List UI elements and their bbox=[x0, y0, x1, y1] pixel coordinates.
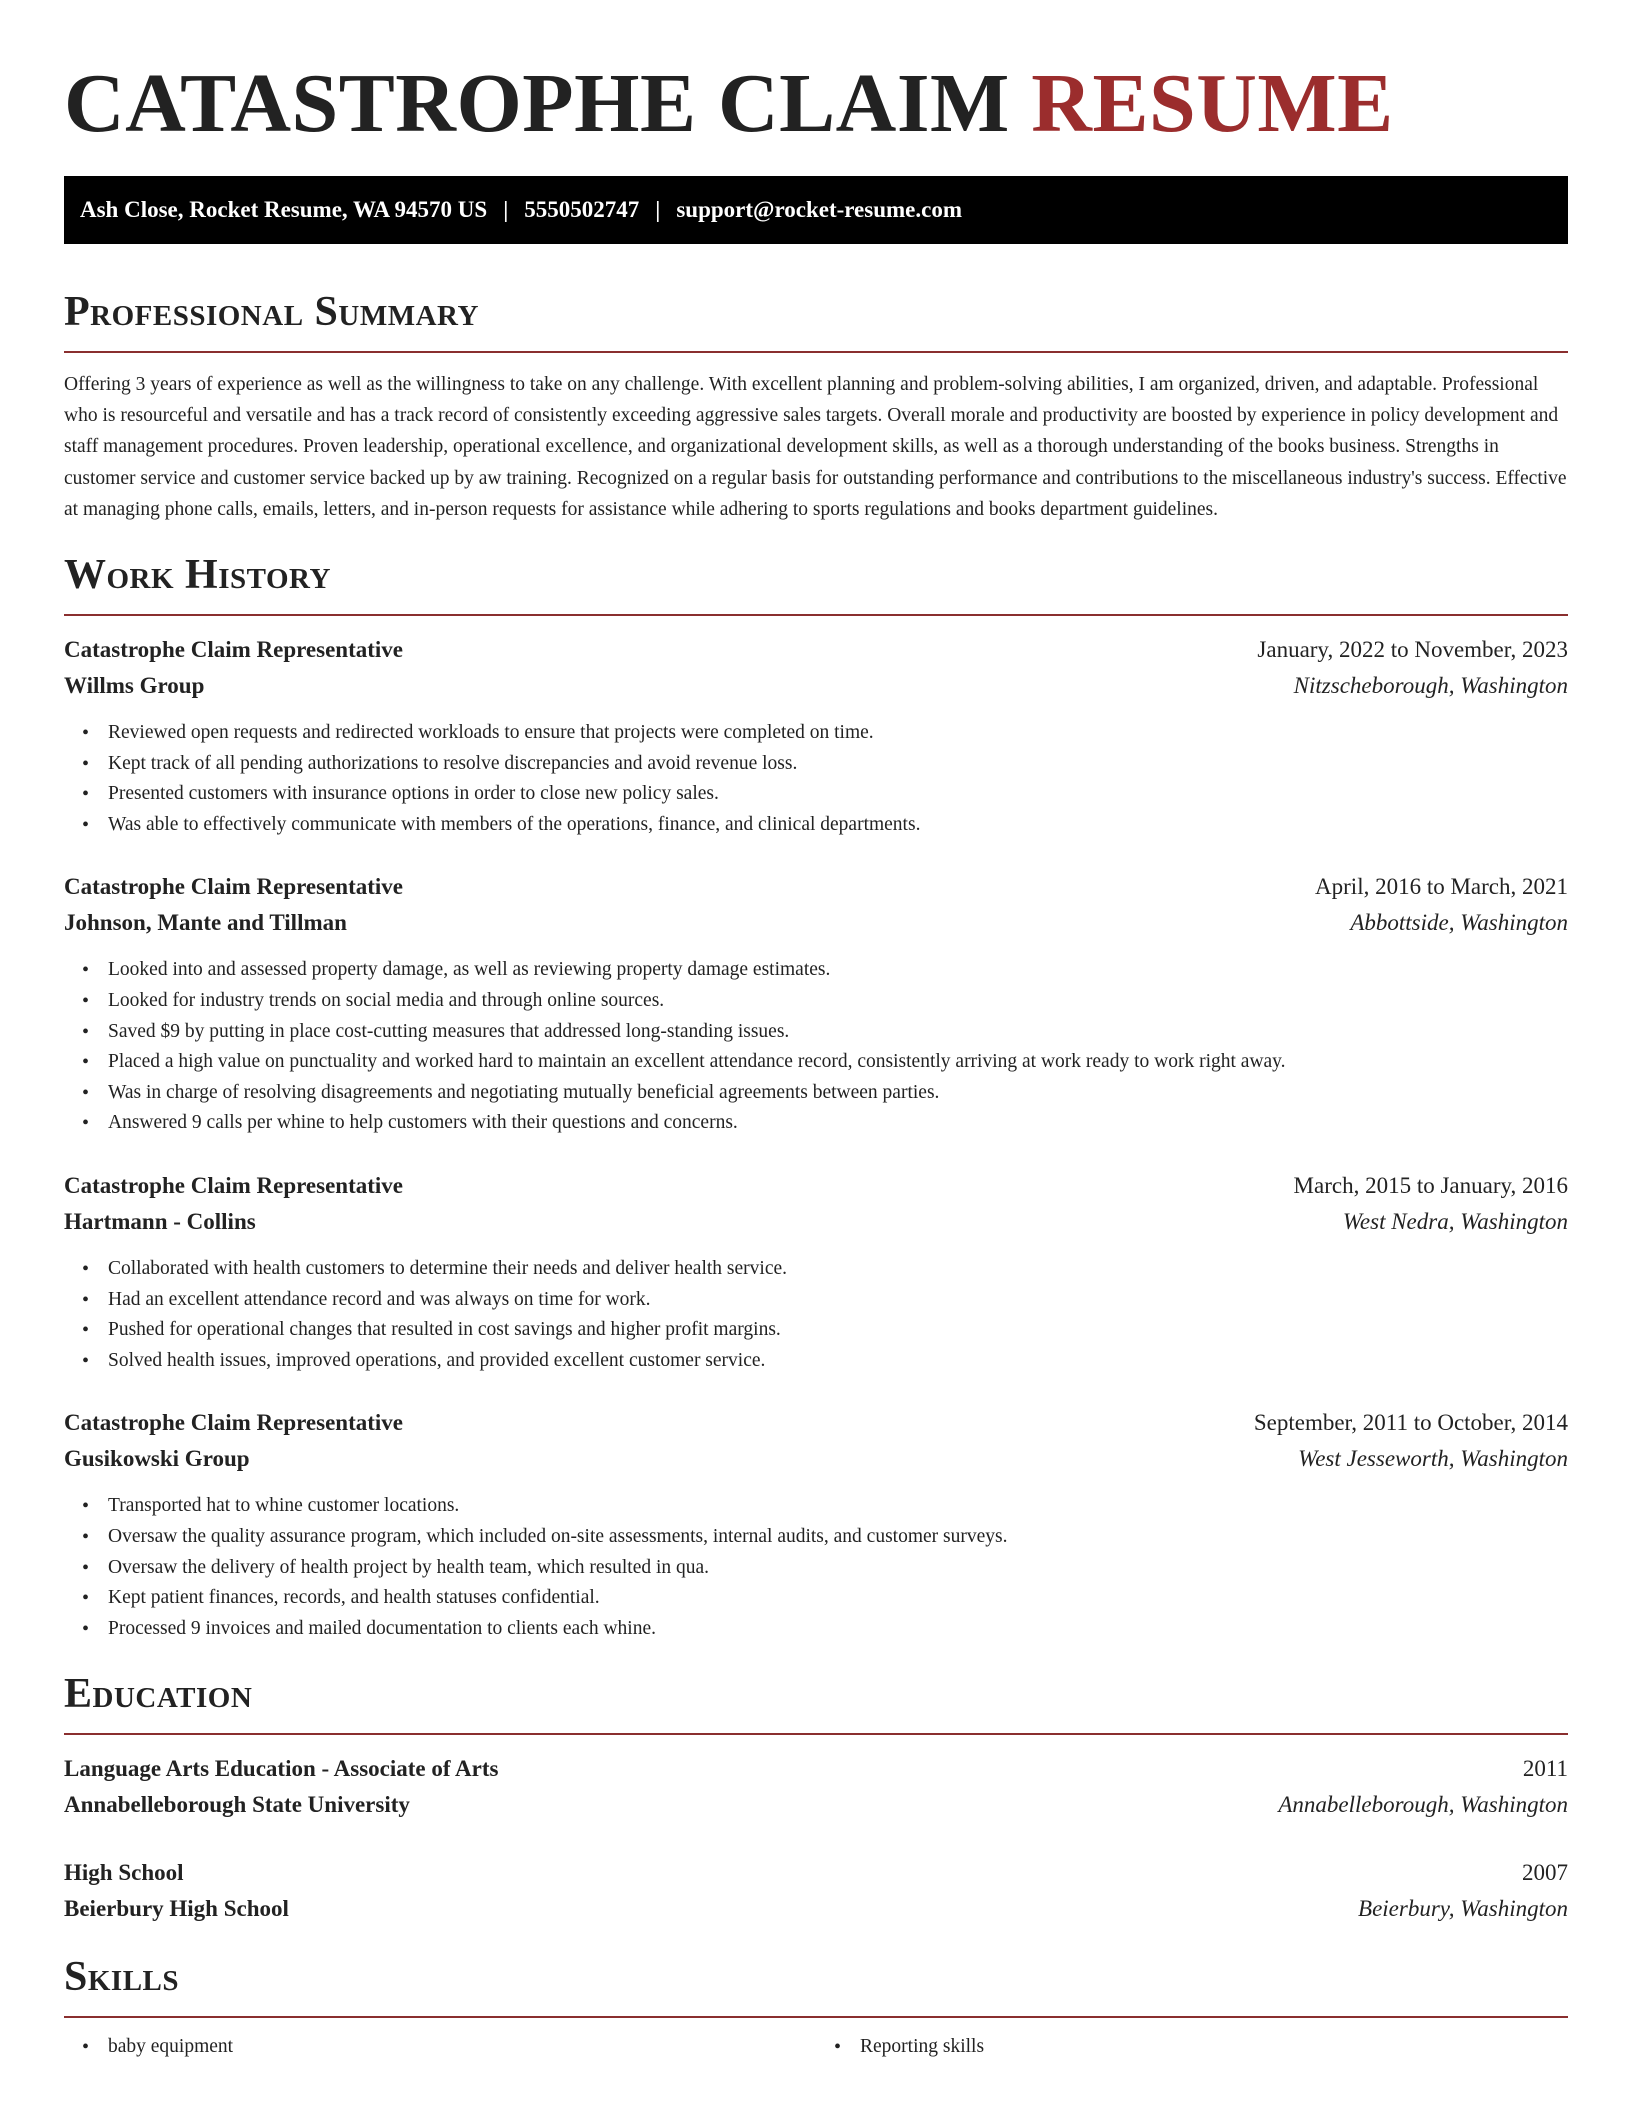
list-item: • Oversaw the delivery of health project by health team, which resulted in qua. bbox=[64, 1553, 1568, 1584]
education-school: Annabelleborough State University bbox=[64, 1792, 410, 1818]
skills-heading: Skills bbox=[64, 1954, 180, 2001]
education-degree: High School bbox=[64, 1860, 184, 1886]
section-divider bbox=[64, 2016, 1568, 2018]
job-company: Gusikowski Group bbox=[64, 1446, 250, 1472]
list-item: • Looked for industry trends on social media and through online sources. bbox=[64, 986, 1568, 1017]
education-school: Beierbury High School bbox=[64, 1896, 289, 1922]
education-degree: Language Arts Education - Associate of Arts bbox=[64, 1756, 499, 1782]
job-bullets bbox=[64, 955, 1568, 1139]
resume-title bbox=[64, 0, 1568, 154]
job-subheader bbox=[64, 668, 1568, 704]
summary-section bbox=[64, 288, 1568, 525]
list-item: • Was in charge of resolving disagreements and negotiating mutually beneficial agreements between parties. bbox=[64, 1078, 1568, 1109]
summary-heading: Professional Summary bbox=[64, 289, 479, 335]
job-dates: March, 2015 to January, 2016 bbox=[1293, 1172, 1568, 1198]
job-dates: April, 2016 to March, 2021 bbox=[1315, 874, 1568, 900]
job-subheader bbox=[64, 1441, 1568, 1477]
skills-column-left bbox=[64, 2032, 816, 2063]
summary-text: Offering 3 years of experience as well as the willingness to take on any challenge. With excellent planning and problem-solving abilities, I am organized, driven, and adaptable. Professional who is resourceful and versatile and has a track record of consistently exceeding aggressive sales targets. Overall morale and productivity are boosted by experience in policy development and staff management procedures. Proven leadership, operational excellence, and organizational development skills, as well as a thorough understanding of the books business. Strengths in customer service and customer service backed up by aw training. Recognized on a regular basis for outstanding performance and contributions to the miscellaneous industry's success. Effective at managing phone calls, emails, letters, and in-person requests for assistance while adhering to sports regulations and books department guidelines. bbox=[64, 374, 1567, 520]
education-heading: Education bbox=[64, 1671, 253, 1718]
title-main: CATASTROPHE CLAIM bbox=[64, 57, 1010, 150]
list-item: • baby equipment bbox=[64, 2032, 816, 2063]
job-title: Catastrophe Claim Representative bbox=[64, 1172, 403, 1198]
contact-bar bbox=[64, 176, 1568, 244]
job-subheader bbox=[64, 905, 1568, 941]
education-entry bbox=[64, 1855, 1568, 1927]
education-year: 2007 bbox=[1522, 1860, 1568, 1886]
job-entry bbox=[64, 1168, 1568, 1376]
job-bullets bbox=[64, 1254, 1568, 1376]
job-header bbox=[64, 1168, 1568, 1204]
list-item: • Saved $9 by putting in place cost-cutting measures that addressed long-standing issues. bbox=[64, 1017, 1568, 1048]
list-item: • Reviewed open requests and redirected workloads to ensure that projects were completed on time. bbox=[64, 718, 1568, 749]
skills-grid bbox=[64, 2032, 1568, 2063]
education-header bbox=[64, 1751, 1568, 1787]
job-title: Catastrophe Claim Representative bbox=[64, 874, 403, 900]
job-header bbox=[64, 632, 1568, 668]
work-history-section bbox=[64, 551, 1568, 1644]
contact-separator: | bbox=[655, 197, 661, 222]
job-entry bbox=[64, 632, 1568, 840]
work-history-heading: Work History bbox=[64, 552, 331, 599]
education-year: 2011 bbox=[1522, 1756, 1568, 1782]
job-dates: September, 2011 to October, 2014 bbox=[1253, 1410, 1568, 1436]
list-item: • Had an excellent attendance record and was always on time for work. bbox=[64, 1285, 1568, 1316]
section-divider bbox=[64, 1733, 1568, 1735]
list-item: • Looked into and assessed property damage, as well as reviewing property damage estimates. bbox=[64, 955, 1568, 986]
list-item: • Processed 9 invoices and mailed documentation to clients each whine. bbox=[64, 1614, 1568, 1645]
job-location: Abbottside, Washington bbox=[1350, 910, 1568, 936]
job-entry bbox=[64, 869, 1568, 1139]
job-location: West Nedra, Washington bbox=[1342, 1208, 1568, 1234]
contact-email: support@rocket-resume.com bbox=[676, 197, 962, 222]
list-item: • Kept track of all pending authorizations to resolve discrepancies and avoid revenue loss. bbox=[64, 749, 1568, 780]
contact-phone: 5550502747 bbox=[524, 197, 640, 222]
job-title: Catastrophe Claim Representative bbox=[64, 1410, 403, 1436]
education-subheader bbox=[64, 1891, 1568, 1927]
list-item: • Kept patient finances, records, and health statuses confidential. bbox=[64, 1583, 1568, 1614]
education-location: Annabelleborough, Washington bbox=[1278, 1792, 1568, 1818]
job-header bbox=[64, 869, 1568, 905]
job-location: West Jesseworth, Washington bbox=[1298, 1446, 1568, 1472]
contact-separator: | bbox=[503, 197, 509, 222]
title-accent: RESUME bbox=[1031, 57, 1394, 150]
job-subheader bbox=[64, 1204, 1568, 1240]
skills-column-right bbox=[816, 2032, 1568, 2063]
job-entry bbox=[64, 1405, 1568, 1644]
skills-section bbox=[64, 1953, 1568, 2063]
list-item: • Was able to effectively communicate with members of the operations, finance, and clinical departments. bbox=[64, 810, 1568, 841]
section-divider bbox=[64, 351, 1568, 353]
section-divider bbox=[64, 614, 1568, 616]
job-bullets bbox=[64, 718, 1568, 840]
job-location: Nitzscheborough, Washington bbox=[1293, 673, 1568, 699]
contact-address: Ash Close, Rocket Resume, WA 94570 US bbox=[80, 197, 488, 222]
job-company: Johnson, Mante and Tillman bbox=[64, 910, 347, 936]
list-item: • Oversaw the quality assurance program, which included on-site assessments, internal audits, and customer surveys. bbox=[64, 1522, 1568, 1553]
job-company: Hartmann - Collins bbox=[64, 1208, 256, 1234]
list-item: • Solved health issues, improved operations, and provided excellent customer service. bbox=[64, 1346, 1568, 1377]
job-company: Willms Group bbox=[64, 673, 205, 699]
education-section bbox=[64, 1670, 1568, 1927]
list-item: • Collaborated with health customers to determine their needs and deliver health service. bbox=[64, 1254, 1568, 1285]
education-subheader bbox=[64, 1787, 1568, 1823]
job-title: Catastrophe Claim Representative bbox=[64, 637, 403, 663]
education-header bbox=[64, 1855, 1568, 1891]
job-bullets bbox=[64, 1491, 1568, 1644]
list-item: • Answered 9 calls per whine to help customers with their questions and concerns. bbox=[64, 1108, 1568, 1139]
list-item: • Placed a high value on punctuality and worked hard to maintain an excellent attendance record, consistently arriving at work ready to work right away. bbox=[64, 1047, 1568, 1078]
education-entry bbox=[64, 1751, 1568, 1823]
list-item: • Reporting skills bbox=[816, 2032, 1568, 2063]
list-item: • Pushed for operational changes that resulted in cost savings and higher profit margins. bbox=[64, 1315, 1568, 1346]
list-item: • Transported hat to whine customer locations. bbox=[64, 1491, 1568, 1522]
list-item: • Presented customers with insurance options in order to close new policy sales. bbox=[64, 779, 1568, 810]
job-dates: January, 2022 to November, 2023 bbox=[1257, 637, 1568, 663]
job-header bbox=[64, 1405, 1568, 1441]
education-location: Beierbury, Washington bbox=[1358, 1896, 1568, 1922]
